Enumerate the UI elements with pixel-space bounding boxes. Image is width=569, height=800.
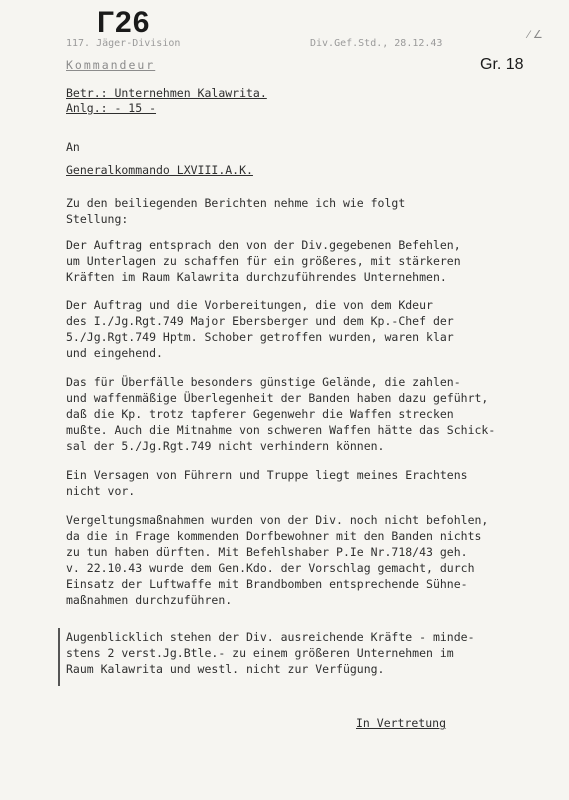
body-line: nicht vor. (66, 484, 136, 498)
recipient: Generalkommando LXVIII.A.K. (66, 163, 253, 177)
body-line: Vergeltungsmaßnahmen wurden von der Div. noch nicht befohlen, (66, 513, 489, 527)
signature-line: In Vertretung (356, 716, 447, 730)
body-line: Raum Kalawrita und westl. nicht zur Verfügung. (66, 662, 385, 676)
body-line: Das für Überfälle besonders günstige Gelände, die zahlen- (66, 375, 461, 389)
body-line: und eingehend. (66, 346, 163, 360)
body-line: Einsatz der Luftwaffe mit Brandbomben entsprechende Sühne- (66, 577, 468, 591)
margin-mark (58, 628, 60, 686)
address-an: An (66, 140, 80, 154)
body-line: stens 2 verst.Jg.Btle.- zu einem größeren Unternehmen im (66, 646, 454, 660)
body-line: sal der 5./Jg.Rgt.749 nicht verhindern können. (66, 439, 385, 453)
body-line: Kräften im Raum Kalawrita durchzuführendes Unternehmen. (66, 270, 447, 284)
unit-line: 117. Jäger-Division (66, 38, 181, 49)
role-heading: Kommandeur (66, 58, 156, 72)
body-line: Ein Versagen von Führern und Truppe liegt meines Erachtens (66, 468, 468, 482)
body-line: des I./Jg.Rgt.749 Major Ebersberger und dem Kp.-Chef der (66, 314, 454, 328)
body-line: Stellung: (66, 212, 129, 226)
enclosures-line: Anlg.: - 15 - (66, 101, 157, 115)
reference-number: Gr. 18 (480, 56, 524, 73)
body-line: daß die Kp. trotz tapferer Gegenwehr die Waffen strecken (66, 407, 454, 421)
body-line: maßnahmen durchzuführen. (66, 593, 233, 607)
body-line: da die in Frage kommenden Dorfbewohner mit den Banden nichts (66, 529, 482, 543)
body-line: mußte. Auch die Mitnahme von schweren Waffen hätte das Schick- (66, 423, 496, 437)
date-line: Div.Gef.Std., 28.12.43 (310, 38, 443, 49)
body-line: 5./Jg.Rgt.749 Hptm. Schober getroffen wurden, waren klar (66, 330, 454, 344)
body-line: Augenblicklich stehen der Div. ausreichende Kräfte - minde- (66, 630, 475, 644)
subject-line: Betr.: Unternehmen Kalawrita. (66, 86, 267, 100)
body-line: Der Auftrag und die Vorbereitungen, die von dem Kdeur (66, 298, 433, 312)
body-line: v. 22.10.43 wurde dem Gen.Kdo. der Vorschlag gemacht, durch (66, 561, 475, 575)
body-line: zu tun haben dürften. Mit Befehlshaber P.Ie Nr.718/43 geh. (66, 545, 468, 559)
body-line: Der Auftrag entsprach den von der Div.gegebenen Befehlen, (66, 238, 461, 252)
corner-mark: ⁄ ∠ (528, 29, 543, 41)
body-line: Zu den beiliegenden Berichten nehme ich wie folgt (66, 196, 406, 210)
body-line: und waffenmäßige Überlegenheit der Banden haben dazu geführt, (66, 391, 489, 405)
body-line: um Unterlagen zu schaffen für ein größeres, mit stärkeren (66, 254, 461, 268)
archive-stamp-number: Г26 (97, 6, 151, 39)
